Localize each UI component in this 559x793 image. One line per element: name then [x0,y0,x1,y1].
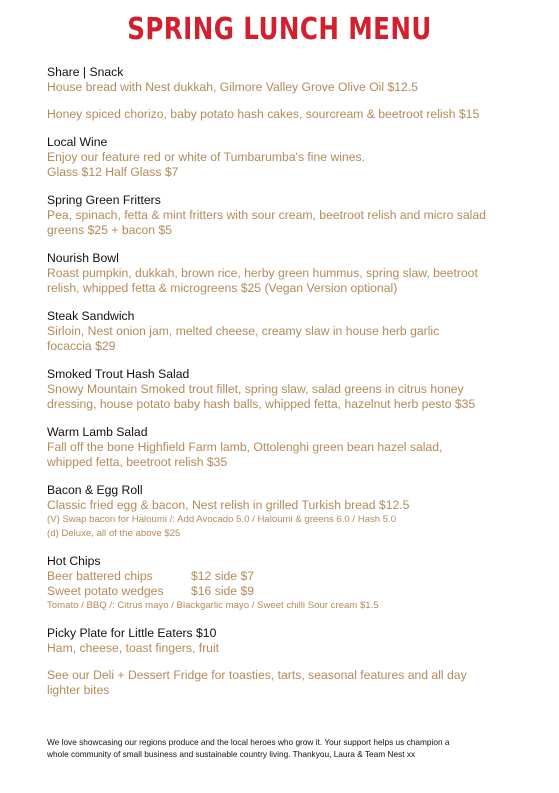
menu-item-name: Sweet potato wedges [47,584,164,598]
section-picky [47,625,527,656]
section-nourish [47,250,527,296]
menu-item-option: (d) Deluxe, all of the above $25 [47,528,181,539]
menu-item [47,584,527,599]
deli-note: See our Deli + Dessert Fridge for toasties, tarts, seasonal features and all day [47,668,467,682]
section-heading: Picky Plate for Little Eaters $10 [47,626,217,640]
section-heading: Bacon & Egg Roll [47,483,143,497]
menu-item: dressing, house potato baby hash balls, whipped fetta, hazelnut herb pesto $35 [47,397,476,411]
menu-item-name: Beer battered chips [47,569,153,583]
menu-item: Ham, cheese, toast fingers, fruit [47,641,220,655]
section-chips [47,553,527,613]
menu-item: Pea, spinach, fetta & mint fritters with sour cream, beetroot relish and micro salad [47,208,486,222]
section-heading: Smoked Trout Hash Salad [47,367,190,381]
menu-item: Fall off the bone Highfield Farm lamb, Ottolenghi green bean hazel salad, [47,440,443,454]
menu-content [47,64,527,710]
section-heading: Local Wine [47,135,108,149]
deli-note: lighter bites [47,683,110,697]
menu-item-option: (V) Swap bacon for Haloumi /: Add Avocado 5.0 / Haloumi & greens 6.0 / Hash 5.0 [47,514,397,525]
menu-item-option: Tomato / BBQ /: Citrus mayo / Blackgarlic mayo / Sweet chilli Sour cream $1.5 [47,600,379,611]
section-bacon [47,482,527,541]
footer-note [47,736,517,760]
menu-item: House bread with Nest dukkah, Gilmore Valley Grove Olive Oil $12.5 [47,80,418,94]
section-fritters [47,192,527,238]
footer-line: whole community of small business and sustainable country living. Thankyou, Laura & Team Nest xx [47,749,416,759]
menu-item: Honey spiced chorizo, baby potato hash cakes, sourcream & beetroot relish $15 [47,107,480,121]
section-deli [47,668,527,698]
section-wine [47,134,527,180]
section-heading: Hot Chips [47,554,101,568]
menu-item-price: Glass $12 Half Glass $7 [47,165,179,179]
section-trout [47,366,527,412]
section-lamb [47,424,527,470]
menu-item [47,569,527,584]
section-steak [47,308,527,354]
menu-title: SPRING LUNCH MENU [127,12,432,47]
menu-item: Sirloin, Nest onion jam, melted cheese, creamy slaw in house herb garlic [47,324,440,338]
menu-item-price: $12 side $7 [191,569,255,583]
section-heading: Share | Snack [47,65,124,79]
section-heading: Spring Green Fritters [47,193,161,207]
menu-item: whipped fetta, beetroot relish $35 [47,455,228,469]
footer-line: We love showcasing our regions produce and the local heroes who grow it. Your support helps us champion a [47,737,450,747]
section-heading: Steak Sandwich [47,309,135,323]
section-share [47,64,527,122]
menu-item-price: $16 side $9 [191,584,255,598]
menu-item: Roast pumpkin, dukkah, brown rice, herby green hummus, spring slaw, beetroot [47,266,478,280]
section-heading: Nourish Bowl [47,251,119,265]
menu-item: Snowy Mountain Smoked trout fillet, spring slaw, salad greens in citrus honey [47,382,464,396]
section-heading: Warm Lamb Salad [47,425,148,439]
menu-item: focaccia $29 [47,339,116,353]
menu-item: Classic fried egg & bacon, Nest relish in grilled Turkish bread $12.5 [47,498,410,512]
menu-item: greens $25 + bacon $5 [47,223,173,237]
menu-item: Enjoy our feature red or white of Tumbarumba's fine wines. [47,150,366,164]
menu-item: relish, whipped fetta & microgreens $25 (Vegan Version optional) [47,281,398,295]
